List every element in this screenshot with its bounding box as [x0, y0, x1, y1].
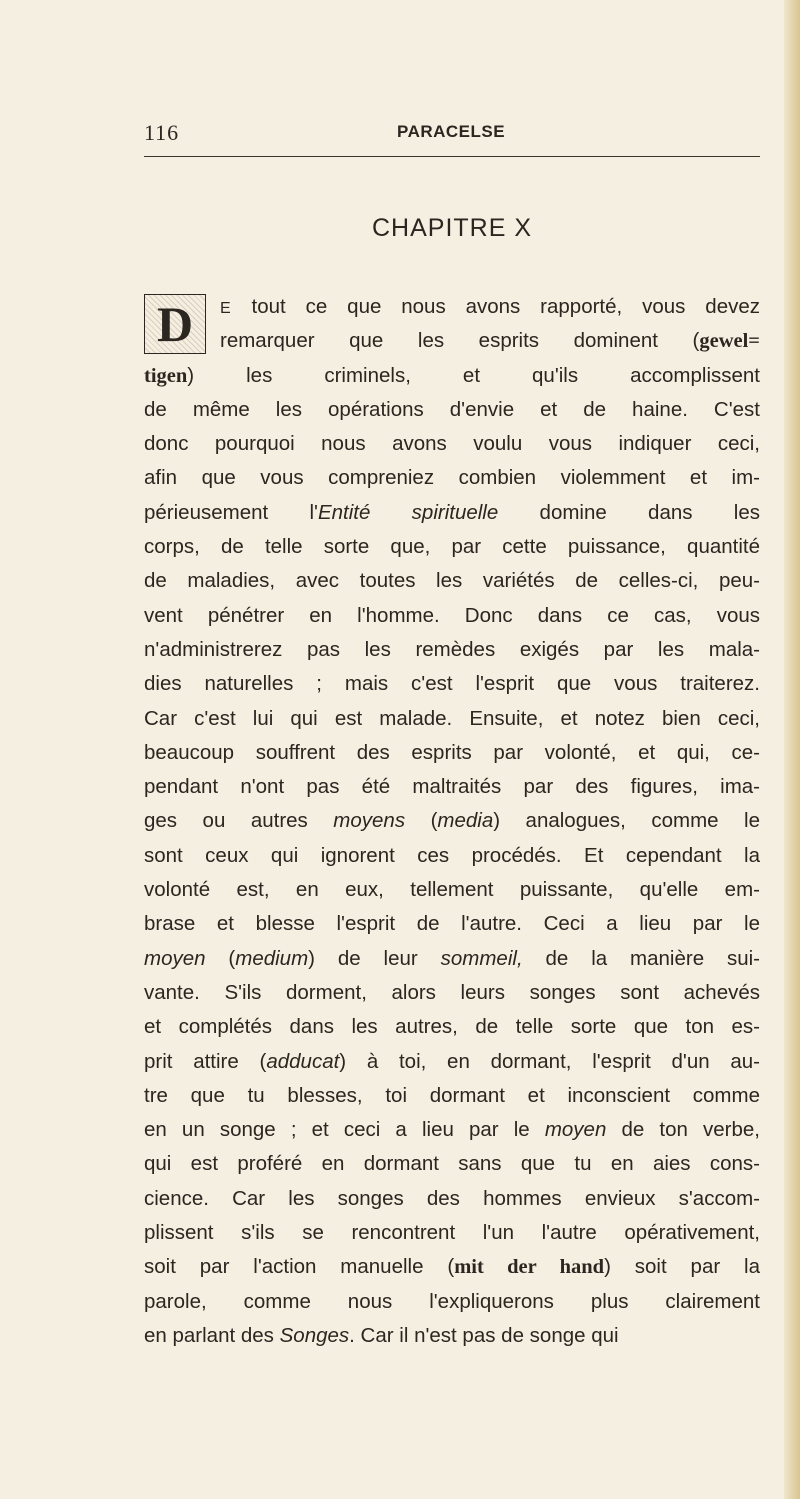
text-line-25: [144, 1113, 760, 1147]
italic-term: sommeil,: [440, 946, 523, 970]
page-edge: [784, 0, 800, 1499]
text-segment: ) les criminels, et qu'ils accomplissent: [187, 363, 760, 387]
text-line-1: [144, 290, 760, 324]
text-line-9: de maladies, avec toutes les variétés de celles-ci, peu-: [144, 569, 760, 593]
italic-term: moyen: [144, 946, 206, 970]
german-term: mit der hand: [454, 1256, 605, 1279]
text-segment: de la manière sui-: [522, 946, 761, 970]
text-line-10: vent pénétrer en l'homme. Donc dans ce cas, vous: [144, 603, 760, 627]
text-segment: ges ou autres: [144, 809, 334, 833]
text-line-11: n'administrerez pas les remèdes exigés par les mala-: [144, 637, 760, 661]
text-line-7: [144, 496, 760, 530]
text-line-20: [144, 942, 760, 976]
italic-term: moyen: [544, 1118, 607, 1142]
german-term: gewel=: [699, 330, 760, 353]
text-line-28: plissent s'ils se rencontrent l'un l'autre opérativement,: [144, 1221, 760, 1245]
small-caps-letter: E: [220, 300, 232, 317]
text-line-19: brase et blesse l'esprit de l'autre. Ceci a lieu par le: [144, 912, 760, 936]
text-segment: remarquer que les esprits dominent (: [220, 329, 700, 353]
text-line-13: Car c'est lui qui est malade. Ensuite, et notez bien ceci,: [144, 706, 760, 730]
text-line-5: donc pourquoi nous avons voulu vous indiquer ceci,: [144, 432, 760, 456]
text-line-22: et complétés dans les autres, de telle sorte que ton es-: [144, 1015, 760, 1039]
body-paragraph: [144, 290, 760, 1353]
italic-term: moyens: [333, 809, 406, 833]
page-number: 116: [144, 120, 180, 145]
text-segment: en parlant des: [144, 1323, 280, 1347]
italic-term: Songes: [279, 1323, 350, 1347]
running-title: PARACELSE: [397, 122, 506, 141]
text-segment: . Car il n'est pas de songe qui: [349, 1323, 619, 1347]
italic-term: medium: [235, 946, 309, 970]
text-segment: ) de leur: [308, 946, 441, 970]
text-line-24: tre que tu blesses, toi dormant et inconscient comme: [144, 1083, 760, 1107]
page-header: [144, 120, 760, 156]
text-line-30: parole, comme nous l'expliquerons plus clairement: [144, 1289, 760, 1313]
text-segment: prit attire (: [144, 1049, 267, 1073]
text-line-3: [144, 359, 760, 393]
text-line-16: [144, 804, 760, 838]
text-line-26: qui est proféré en dormant sans que tu en aies cons-: [144, 1152, 760, 1176]
text-segment: (: [205, 946, 236, 970]
text-line-27: cience. Car les songes des hommes envieux s'accom-: [144, 1186, 760, 1210]
text-segment: de ton verbe,: [606, 1118, 760, 1142]
text-line-23: [144, 1045, 760, 1079]
drop-cap: D: [144, 294, 206, 354]
german-term: tigen: [144, 364, 188, 387]
text-line-15: pendant n'ont pas été maltraités par des figures, ima-: [144, 775, 760, 799]
italic-term: Entité spirituelle: [317, 500, 499, 524]
text-segment: tout ce que nous avons rapporté, vous devez: [231, 295, 760, 318]
text-line-14: beaucoup souffrent des esprits par volonté, et qui, ce-: [144, 740, 760, 764]
text-line-17: sont ceux qui ignorent ces procédés. Et cependant la: [144, 843, 760, 867]
chapter-title: CHAPITRE X: [371, 214, 533, 242]
text-line-29: [144, 1250, 760, 1284]
text-segment: périeusement l': [144, 500, 318, 524]
text-line-4: de même les opérations d'envie et de haine. C'est: [144, 397, 760, 421]
italic-term: adducat: [266, 1049, 340, 1073]
text-line-21: vante. S'ils dorment, alors leurs songes sont achevés: [144, 980, 760, 1004]
text-line-8: corps, de telle sorte que, par cette puissance, quantité: [144, 535, 760, 559]
text-line-18: volonté est, en eux, tellement puissante, qu'elle em-: [144, 878, 760, 902]
text-segment: (: [405, 809, 438, 833]
header-rule: [144, 156, 760, 157]
text-line-2: [144, 324, 760, 358]
text-segment: domine dans les: [498, 500, 760, 524]
text-segment: ) analogues, comme le: [493, 809, 760, 833]
italic-term: media: [437, 809, 494, 833]
text-segment: ) à toi, en dormant, l'esprit d'un au-: [339, 1049, 760, 1073]
text-segment: soit par l'action manuelle (: [144, 1255, 455, 1279]
text-line-12: dies naturelles ; mais c'est l'esprit que vous traiterez.: [144, 672, 760, 696]
text-segment: en un songe ; et ceci a lieu par le: [144, 1118, 545, 1142]
text-line-6: afin que vous compreniez combien violemment et im-: [144, 466, 760, 490]
text-segment: ) soit par la: [604, 1255, 760, 1279]
text-line-31: [144, 1319, 760, 1353]
